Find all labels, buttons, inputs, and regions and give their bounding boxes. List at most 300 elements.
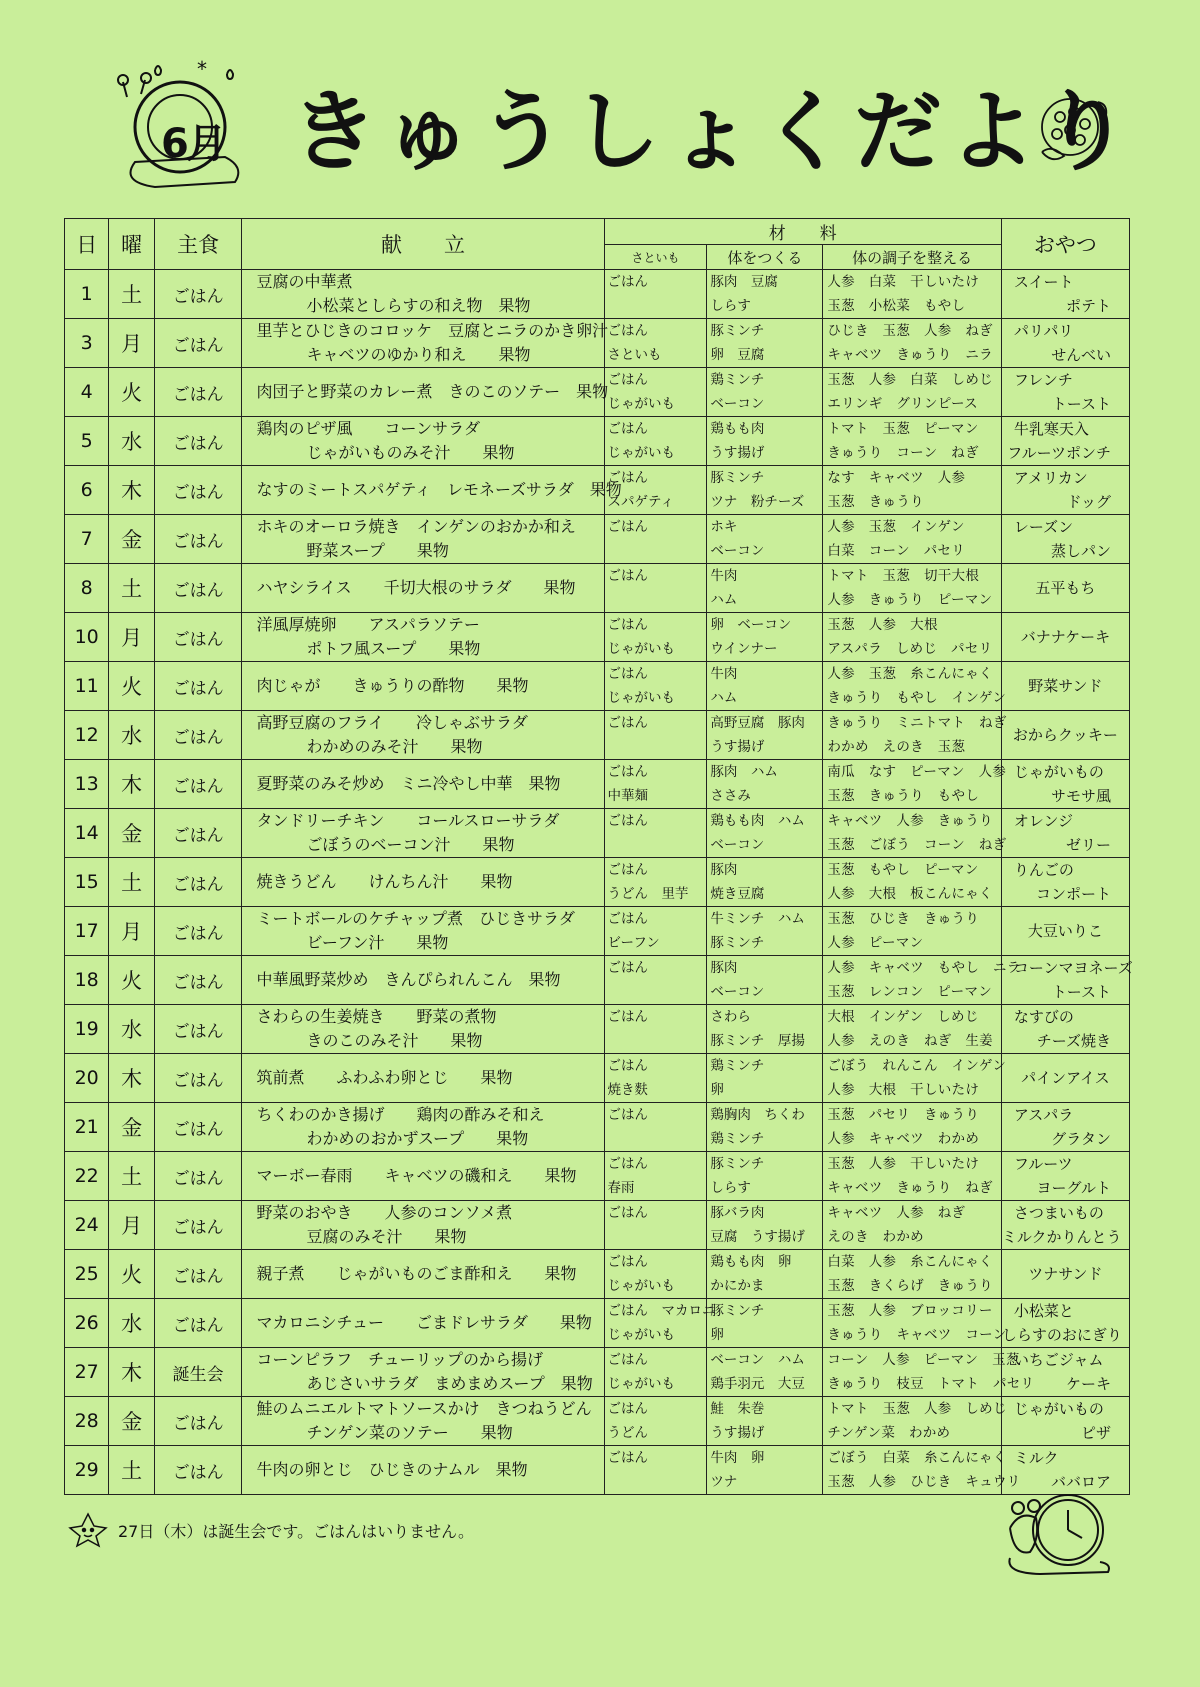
menu-row bbox=[65, 466, 1130, 515]
material-line: ベーコン bbox=[710, 543, 765, 559]
material-line: 人参 玉葱 糸こんにゃく bbox=[827, 666, 993, 682]
material-line: 人参 えのき ねぎ 生姜 bbox=[827, 1033, 993, 1049]
weekday-cell: 火 bbox=[109, 1250, 154, 1299]
material-line: 豚バラ肉 bbox=[710, 1205, 765, 1221]
snack-line: グラタン bbox=[1051, 1130, 1111, 1148]
material-line: 豚ミンチ bbox=[710, 935, 765, 951]
material-line: ホキ bbox=[710, 519, 738, 535]
material-line: 豚肉 bbox=[710, 960, 738, 976]
material-line bbox=[605, 1029, 707, 1053]
menu-cell bbox=[242, 1446, 604, 1495]
weekday-cell: 月 bbox=[109, 319, 154, 368]
snack-cell bbox=[1001, 1005, 1129, 1054]
material-line: 豚肉 bbox=[710, 862, 738, 878]
material-line: チンゲン菜 わかめ bbox=[827, 1425, 951, 1441]
snack-line: なすびの bbox=[1013, 1008, 1074, 1026]
material-line: 玉葱 もやし ピーマン bbox=[827, 862, 979, 878]
material-line: じゃがいも bbox=[607, 445, 676, 461]
material-line: 人参 白菜 干しいたけ bbox=[827, 274, 980, 290]
snack-cell bbox=[1001, 858, 1129, 907]
material-line: 人参 キャベツ わかめ bbox=[827, 1131, 980, 1147]
material-line: ごはん bbox=[607, 715, 649, 731]
material-cell bbox=[707, 907, 823, 956]
day-cell: 13 bbox=[65, 760, 109, 809]
menu-line: ごぼうのベーコン汁 果物 bbox=[306, 835, 515, 854]
menu-cell bbox=[242, 319, 609, 368]
snack-cell bbox=[1001, 1397, 1129, 1446]
material-line: ごはん bbox=[607, 1058, 649, 1074]
material-line bbox=[605, 1470, 707, 1494]
material-cell bbox=[604, 564, 707, 613]
material-line bbox=[605, 735, 707, 759]
material-line bbox=[605, 833, 707, 857]
menu-row bbox=[65, 319, 1130, 368]
weekday-cell: 水 bbox=[109, 417, 154, 466]
staple-cell: ごはん bbox=[154, 956, 242, 1005]
menu-line: わかめのおかずスープ 果物 bbox=[306, 1129, 529, 1148]
material-cell bbox=[604, 368, 707, 417]
material-line: 玉葱 人参 大根 bbox=[827, 617, 938, 633]
menu-cell bbox=[242, 662, 604, 711]
staple-cell: ごはん bbox=[154, 662, 242, 711]
weekday-cell: 水 bbox=[109, 1299, 154, 1348]
material-cell bbox=[707, 858, 823, 907]
material-line: 鶏手羽元 大豆 bbox=[710, 1376, 805, 1392]
snack-line: レーズン bbox=[1013, 518, 1074, 536]
material-cell bbox=[823, 1299, 1007, 1348]
staple-cell: ごはん bbox=[154, 760, 242, 809]
material-line: ごはん bbox=[607, 617, 649, 633]
weekday-cell: 金 bbox=[109, 1103, 154, 1152]
material-line: キャベツ 人参 きゅうり bbox=[827, 813, 993, 829]
material-cell bbox=[823, 466, 1002, 515]
snack-cell bbox=[1001, 662, 1129, 711]
snack-cell bbox=[1001, 1201, 1129, 1250]
snack-cell bbox=[1001, 1299, 1129, 1348]
material-line: うす揚げ bbox=[710, 1425, 765, 1441]
day-cell: 29 bbox=[65, 1446, 109, 1495]
material-line: ごはん bbox=[607, 421, 649, 437]
material-cell bbox=[823, 907, 1002, 956]
weekday-cell: 木 bbox=[109, 466, 154, 515]
material-cell bbox=[707, 319, 823, 368]
material-cell bbox=[823, 1397, 1007, 1446]
day-cell: 3 bbox=[65, 319, 109, 368]
material-cell bbox=[823, 1054, 1007, 1103]
material-line: ごはん bbox=[607, 960, 649, 976]
menu-cell bbox=[242, 1250, 604, 1299]
material-line: きゅうり コーン ねぎ bbox=[827, 445, 979, 461]
weekday-cell: 木 bbox=[109, 1348, 154, 1397]
menu-line: ポトフ風スープ 果物 bbox=[306, 639, 481, 658]
staple-cell: ごはん bbox=[154, 368, 242, 417]
snack-line: パインアイス bbox=[1021, 1069, 1110, 1087]
snack-line: チーズ焼き bbox=[1036, 1032, 1111, 1050]
menu-line: わかめのみそ汁 果物 bbox=[306, 737, 483, 756]
material-line: 鶏胸肉 ちくわ bbox=[710, 1107, 805, 1123]
staple-cell: ごはん bbox=[154, 417, 242, 466]
material-line: 高野豆腐 豚肉 bbox=[710, 715, 805, 731]
day-cell: 10 bbox=[65, 613, 109, 662]
material-cell bbox=[604, 613, 707, 662]
snack-line: いちごジャム bbox=[1013, 1351, 1104, 1369]
material-line: 中華麺 bbox=[607, 788, 649, 804]
material-line: 牛肉 bbox=[710, 568, 738, 584]
day-cell: 1 bbox=[65, 270, 109, 319]
menu-row bbox=[65, 1446, 1130, 1495]
month-label: 6月 bbox=[161, 121, 225, 167]
material-line bbox=[605, 1127, 707, 1151]
snack-line: りんごの bbox=[1013, 861, 1074, 879]
material-cell bbox=[604, 1103, 707, 1152]
menu-row bbox=[65, 956, 1130, 1005]
material-line: しらす bbox=[710, 1180, 751, 1196]
staple-cell: ごはん bbox=[154, 1397, 242, 1446]
material-line: きゅうり 枝豆 トマト パセリ bbox=[827, 1376, 1035, 1392]
material-line: 玉葱 きゅうり bbox=[827, 494, 924, 510]
material-line: ごはん bbox=[607, 1107, 649, 1123]
material-line: 牛ミンチ ハム bbox=[710, 911, 805, 927]
material-cell bbox=[823, 270, 1002, 319]
material-line bbox=[605, 294, 707, 318]
staple-cell: 誕生会 bbox=[154, 1348, 242, 1397]
material-cell bbox=[604, 858, 707, 907]
snack-cell bbox=[1001, 319, 1129, 368]
material-cell bbox=[707, 1005, 823, 1054]
material-line: ささみ bbox=[710, 788, 751, 804]
header bbox=[0, 0, 1200, 215]
menu-row bbox=[65, 1054, 1130, 1103]
weekday-cell: 水 bbox=[109, 1005, 154, 1054]
snack-line: じゃがいもの bbox=[1013, 763, 1104, 781]
material-line: ごはん bbox=[607, 1254, 649, 1270]
menu-row bbox=[65, 613, 1130, 662]
snack-cell bbox=[1001, 1152, 1129, 1201]
weekday-cell: 土 bbox=[109, 1446, 154, 1495]
material-line: 人参 キャベツ もやし ニラ bbox=[827, 960, 1021, 976]
day-cell: 26 bbox=[65, 1299, 109, 1348]
weekday-cell: 月 bbox=[109, 1201, 154, 1250]
material-line: 豚ミンチ bbox=[710, 1156, 765, 1172]
material-line: 豚ミンチ bbox=[710, 1303, 765, 1319]
material-line: かにかま bbox=[710, 1278, 765, 1294]
material-cell bbox=[823, 564, 1002, 613]
day-cell: 27 bbox=[65, 1348, 109, 1397]
hydrangea-icon bbox=[1030, 92, 1115, 172]
snack-cell bbox=[1001, 907, 1129, 956]
staple-cell: ごはん bbox=[154, 1054, 242, 1103]
menu-row bbox=[65, 1201, 1130, 1250]
material-cell bbox=[604, 907, 707, 956]
header-materials-body: 体をつくる bbox=[707, 245, 823, 270]
material-line: 卵 ベーコン bbox=[710, 617, 792, 633]
material-cell bbox=[604, 1152, 707, 1201]
menu-cell bbox=[242, 270, 604, 319]
material-line: ごはん bbox=[607, 1156, 649, 1172]
snack-cell bbox=[1001, 270, 1129, 319]
material-line: エリンギ グリンピース bbox=[827, 396, 978, 412]
menu-line: きのこのみそ汁 果物 bbox=[306, 1031, 483, 1050]
material-line: うす揚げ bbox=[710, 445, 765, 461]
staple-cell: ごはん bbox=[154, 1250, 242, 1299]
weekday-cell: 水 bbox=[109, 711, 154, 760]
material-line: じゃがいも bbox=[607, 641, 676, 657]
menu-row bbox=[65, 907, 1130, 956]
snack-line: ドッグ bbox=[1066, 493, 1111, 511]
snack-line: フルーツ bbox=[1013, 1155, 1073, 1173]
material-line: ツナ 粉チーズ bbox=[710, 494, 805, 510]
snack-cell bbox=[1001, 1103, 1129, 1152]
material-cell bbox=[707, 564, 823, 613]
day-cell: 4 bbox=[65, 368, 109, 417]
snack-cell bbox=[1001, 1250, 1129, 1299]
menu-row bbox=[65, 1005, 1130, 1054]
material-line: 焼き麩 bbox=[607, 1082, 649, 1098]
snack-cell bbox=[1001, 466, 1129, 515]
material-line: ベーコン bbox=[710, 837, 765, 853]
material-line: 豚肉 豆腐 bbox=[710, 274, 778, 290]
staple-cell: ごはん bbox=[154, 907, 242, 956]
menu-line: 親子煮 じゃがいものごま酢和え 果物 bbox=[256, 1264, 577, 1283]
material-cell bbox=[604, 1054, 707, 1103]
menu-line: 洋風厚焼卵 アスパラソテー bbox=[256, 615, 480, 634]
material-cell bbox=[707, 1397, 823, 1446]
menu-cell bbox=[242, 711, 604, 760]
material-line: 白菜 人参 糸こんにゃく bbox=[827, 1254, 993, 1270]
staple-cell: ごはん bbox=[154, 1201, 242, 1250]
weekday-cell: 月 bbox=[109, 907, 154, 956]
material-cell bbox=[707, 1348, 823, 1397]
material-line: さわら bbox=[710, 1009, 751, 1025]
menu-line: ちくわのかき揚げ 鶏肉の酢みそ和え bbox=[256, 1105, 545, 1124]
weekday-cell: 土 bbox=[109, 564, 154, 613]
day-cell: 24 bbox=[65, 1201, 109, 1250]
menu-cell bbox=[242, 858, 604, 907]
material-cell bbox=[707, 711, 823, 760]
material-line: ごはん bbox=[607, 1009, 649, 1025]
material-line: えのき わかめ bbox=[827, 1229, 924, 1245]
material-cell bbox=[604, 319, 707, 368]
material-cell bbox=[707, 1299, 823, 1348]
material-cell bbox=[823, 1152, 1002, 1201]
snack-line: トースト bbox=[1051, 395, 1111, 413]
material-line: じゃがいも bbox=[607, 690, 676, 706]
menu-row bbox=[65, 417, 1130, 466]
material-line: じゃがいも bbox=[607, 1327, 676, 1343]
material-line: ごはん bbox=[607, 1352, 649, 1368]
snack-line: ヨーグルト bbox=[1036, 1179, 1111, 1197]
menu-line: コーンピラフ チューリップのから揚げ bbox=[256, 1350, 544, 1369]
material-cell bbox=[707, 270, 823, 319]
svg-text:*: * bbox=[197, 57, 207, 81]
menu-line: 高野豆腐のフライ 冷しゃぶサラダ bbox=[256, 713, 528, 732]
material-line: 牛肉 bbox=[710, 666, 738, 682]
material-line: 玉葱 レンコン ピーマン bbox=[827, 984, 993, 1000]
material-cell bbox=[823, 1005, 1002, 1054]
menu-line: 野菜のおやき 人参のコンソメ煮 bbox=[256, 1203, 513, 1222]
material-line: 豚ミンチ bbox=[710, 470, 765, 486]
material-line: 玉葱 パセリ きゅうり bbox=[827, 1107, 980, 1123]
menu-cell bbox=[242, 1397, 604, 1446]
day-cell: 17 bbox=[65, 907, 109, 956]
menu-cell bbox=[242, 1348, 604, 1397]
material-line: 大根 インゲン しめじ bbox=[827, 1009, 979, 1025]
menu-row bbox=[65, 564, 1130, 613]
day-cell: 28 bbox=[65, 1397, 109, 1446]
menu-cell bbox=[242, 1103, 604, 1152]
header-snack: おやつ bbox=[1001, 219, 1129, 270]
menu-line: ハヤシライス 千切大根のサラダ 果物 bbox=[256, 578, 576, 597]
material-line: 豚肉 ハム bbox=[710, 764, 778, 780]
snack-line: コンポート bbox=[1035, 885, 1111, 903]
material-line: 玉葱 きくらげ きゅうり bbox=[827, 1278, 993, 1294]
material-line: ベーコン bbox=[710, 984, 765, 1000]
snack-line: 小松菜と bbox=[1013, 1302, 1074, 1320]
material-line: ごはん bbox=[607, 323, 649, 339]
material-line: さといも bbox=[607, 347, 662, 363]
material-line: ハム bbox=[710, 592, 738, 608]
material-cell bbox=[823, 760, 1007, 809]
material-line: キャベツ きゅうり ニラ bbox=[827, 347, 993, 363]
menu-cell bbox=[242, 564, 604, 613]
material-cell bbox=[604, 515, 707, 564]
weekday-cell: 木 bbox=[109, 1054, 154, 1103]
material-line: 玉葱 人参 干しいたけ bbox=[827, 1156, 980, 1172]
snack-line: ツナサンド bbox=[1028, 1265, 1103, 1283]
weekday-cell: 土 bbox=[109, 858, 154, 907]
menu-row bbox=[65, 809, 1130, 858]
day-cell: 11 bbox=[65, 662, 109, 711]
material-line: 卵 bbox=[710, 1082, 724, 1098]
material-cell bbox=[604, 1397, 707, 1446]
day-cell: 14 bbox=[65, 809, 109, 858]
menu-cell bbox=[242, 417, 604, 466]
menu-line: 鮭のムニエルトマトソースかけ きつねうどん bbox=[256, 1399, 592, 1418]
day-cell: 7 bbox=[65, 515, 109, 564]
material-line: ハム bbox=[710, 690, 738, 706]
material-line: 人参 きゅうり ピーマン bbox=[827, 592, 993, 608]
snack-line: ゼリー bbox=[1065, 836, 1111, 854]
header-staple: 主食 bbox=[154, 219, 242, 270]
material-cell bbox=[823, 1446, 1021, 1495]
menu-line: さわらの生姜焼き 野菜の煮物 bbox=[256, 1007, 497, 1026]
menu-line: ミートボールのケチャップ煮 ひじきサラダ bbox=[256, 909, 575, 928]
staple-cell: ごはん bbox=[154, 858, 242, 907]
menu-line: 豆腐のみそ汁 果物 bbox=[306, 1227, 467, 1246]
menu-cell bbox=[242, 760, 604, 809]
material-cell bbox=[604, 956, 707, 1005]
staple-cell: ごはん bbox=[154, 515, 242, 564]
header-materials-energy: さといも bbox=[604, 245, 707, 270]
material-line: アスパラ しめじ パセリ bbox=[827, 641, 993, 657]
material-line: 鶏もも肉 卵 bbox=[710, 1254, 792, 1270]
menu-line: じゃがいものみそ汁 果物 bbox=[306, 443, 515, 462]
material-line: ごはん bbox=[607, 862, 649, 878]
staple-cell: ごはん bbox=[154, 466, 242, 515]
material-cell bbox=[823, 368, 1002, 417]
material-cell bbox=[707, 1201, 823, 1250]
material-line: コーン 人参 ピーマン 玉葱 bbox=[827, 1352, 1020, 1368]
menu-line: 野菜スープ 果物 bbox=[306, 541, 449, 560]
weekday-cell: 火 bbox=[109, 368, 154, 417]
snack-line: 野菜サンド bbox=[1028, 677, 1103, 695]
material-line: なす キャベツ 人参 bbox=[827, 470, 966, 486]
material-line: ひじき 玉葱 人参 ねぎ bbox=[827, 323, 993, 339]
snack-line: アスパラ bbox=[1013, 1106, 1074, 1124]
day-cell: 22 bbox=[65, 1152, 109, 1201]
menu-cell bbox=[242, 907, 604, 956]
material-line: 玉葱 ひじき きゅうり bbox=[827, 911, 980, 927]
material-line: 南瓜 なす ピーマン 人参 bbox=[827, 764, 1007, 780]
menu-cell bbox=[242, 956, 604, 1005]
header-day: 日 bbox=[65, 219, 109, 270]
material-line: 人参 大根 干しいたけ bbox=[827, 1082, 980, 1098]
material-line: ごはん bbox=[607, 813, 649, 829]
weekday-cell: 土 bbox=[109, 270, 154, 319]
material-cell bbox=[604, 711, 707, 760]
menu-row bbox=[65, 270, 1130, 319]
snack-cell bbox=[1001, 760, 1129, 809]
material-line: きゅうり もやし インゲン bbox=[827, 690, 1007, 706]
menu-cell bbox=[242, 515, 604, 564]
snack-cell bbox=[1001, 809, 1129, 858]
day-cell: 19 bbox=[65, 1005, 109, 1054]
material-line: ベーコン ハム bbox=[710, 1352, 805, 1368]
snack-cell bbox=[1001, 515, 1129, 564]
material-line bbox=[605, 980, 707, 1004]
weekday-cell: 火 bbox=[109, 956, 154, 1005]
material-cell bbox=[707, 1446, 823, 1495]
staple-cell: ごはん bbox=[154, 1152, 242, 1201]
menu-row bbox=[65, 1397, 1130, 1446]
material-line: 玉葱 きゅうり もやし bbox=[827, 788, 980, 804]
menu-cell bbox=[242, 1152, 604, 1201]
day-cell: 21 bbox=[65, 1103, 109, 1152]
snack-line: 牛乳寒天入 bbox=[1013, 420, 1089, 438]
snack-line: ポテト bbox=[1065, 297, 1111, 315]
menu-cell bbox=[242, 1054, 604, 1103]
material-line: 焼き豆腐 bbox=[710, 886, 765, 902]
menu-cell bbox=[242, 1005, 604, 1054]
material-cell bbox=[707, 466, 823, 515]
day-cell: 5 bbox=[65, 417, 109, 466]
material-line bbox=[605, 1225, 707, 1249]
snack-line: しらすのおにぎり bbox=[1001, 1326, 1122, 1344]
material-line: ツナ bbox=[710, 1474, 738, 1490]
material-line: 玉葱 人参 白菜 しめじ bbox=[827, 372, 993, 388]
snack-line: トースト bbox=[1051, 983, 1111, 1001]
material-line: 玉葱 人参 ひじき キュウリ bbox=[827, 1474, 1021, 1490]
material-line: ごはん bbox=[607, 1450, 649, 1466]
snack-line: アメリカン bbox=[1013, 469, 1088, 487]
material-cell bbox=[823, 613, 1002, 662]
snack-line: パリパリ bbox=[1013, 322, 1074, 340]
snack-line: ミルクかりんとう bbox=[1001, 1228, 1122, 1246]
material-cell bbox=[604, 270, 707, 319]
material-line: ごはん bbox=[607, 519, 649, 535]
material-line: ビーフン bbox=[607, 935, 660, 951]
staple-cell: ごはん bbox=[154, 1446, 242, 1495]
material-line: 玉葱 小松菜 もやし bbox=[827, 298, 966, 314]
menu-row bbox=[65, 368, 1130, 417]
material-line: うどん bbox=[607, 1425, 649, 1441]
material-line: ごはん bbox=[607, 470, 649, 486]
material-line: 鶏もも肉 ハム bbox=[710, 813, 805, 829]
menu-body bbox=[65, 270, 1133, 1495]
menu-line: 肉じゃが きゅうりの酢物 果物 bbox=[256, 676, 529, 695]
header-row bbox=[65, 219, 1130, 245]
staple-cell: ごはん bbox=[154, 1299, 242, 1348]
